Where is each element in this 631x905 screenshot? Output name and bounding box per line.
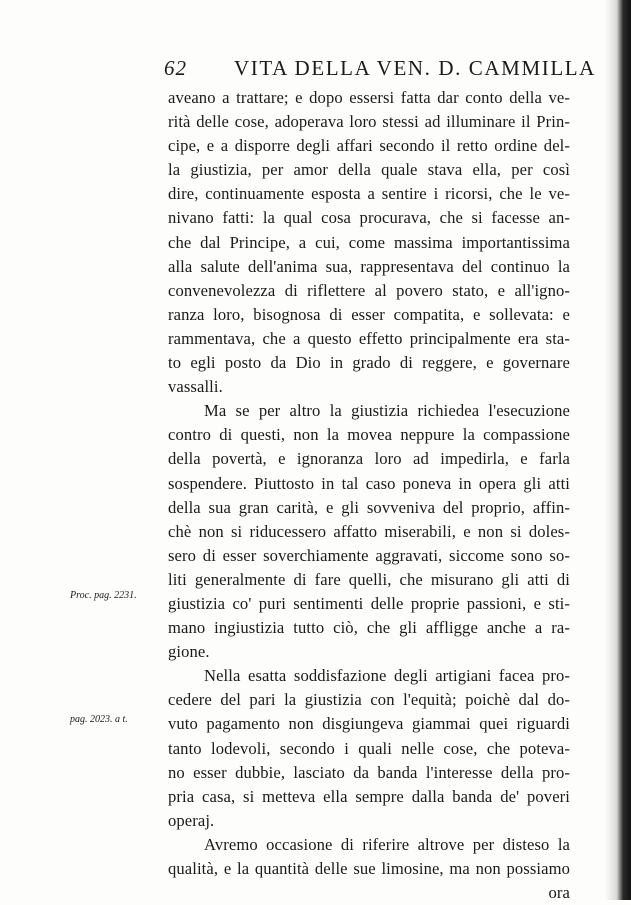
text-line: liti generalmente di fare quelli, che misurano gli atti di: [168, 569, 570, 589]
text-line: sospendere. Piuttosto in tal caso poneva in opera gli atti: [168, 473, 570, 493]
text-line: qualità, e la quantità delle sue limosine, ma non possiamo: [168, 859, 570, 878]
text-line: che dal Principe, a cui, come massima importantissima: [168, 232, 570, 252]
page-number: 62: [164, 56, 187, 80]
text-line: cedere del pari la giustizia con l'equità; poichè dal do-: [168, 690, 570, 710]
text-line: to egli posto da Dio in grado di reggere, e governare: [168, 353, 570, 373]
catchword: ora: [548, 883, 570, 903]
text-line: rammentava, che a questo effetto principalmente era sta-: [168, 328, 570, 348]
running-title: VITA DELLA VEN. D. CAMMILLA: [234, 56, 596, 80]
text-line: operaj.: [168, 810, 215, 830]
text-line: contro di questi, non la movea neppure la compassione: [168, 425, 570, 445]
text-line: tanto lodevoli, secondo i quali nelle cose, che poteva-: [168, 738, 570, 758]
text-line: rità delle cose, adoperava loro stessi ad illuminare il Prin-: [168, 112, 570, 132]
page-header: [164, 56, 596, 86]
text-line: sero di esser soverchiamente aggravati, siccome sono so-: [168, 545, 570, 565]
margin-note-reference: pag. 2023. a t.: [70, 714, 128, 725]
text-line: Ma se per altro la giustizia richiedea l'esecuzione: [204, 401, 570, 421]
text-line: chè non si riducessero affatto miserabili, e non si doles-: [168, 521, 570, 541]
text-line: ranza loro, bisognosa di esser compatita, e sollevata: e: [168, 304, 570, 324]
text-line: Nella esatta soddisfazione degli artigiani facea pro-: [204, 666, 570, 686]
text-line: no esser dubbie, lasciato da banda l'interesse della pro-: [168, 762, 570, 782]
text-line: dire, continuamente esposta a sentire i ricorsi, che le ve-: [168, 184, 570, 204]
text-line: nivano fatti: la qual cosa procurava, che si facesse an-: [168, 208, 570, 228]
text-line: mano ingiustizia tutto ciò, che gli affligge anche a ra-: [168, 618, 570, 638]
text-line: convenevolezza di riflettere al povero stato, e all'igno-: [168, 280, 570, 300]
text-line: giustizia co' puri sentimenti delle proprie passioni, e sti-: [168, 593, 570, 613]
margin-note-reference: Proc. pag. 2231.: [70, 590, 137, 601]
page-spine-shadow: [605, 0, 631, 900]
body-text: [168, 86, 570, 905]
text-line: gione.: [168, 642, 210, 662]
text-line: cipe, e a disporre degli affari secondo il retto ordine del-: [168, 136, 570, 156]
text-line: la giustizia, per amor della quale stava ella, per così: [168, 160, 570, 180]
text-line: pria casa, si metteva ella sempre dalla banda de' poveri: [168, 786, 570, 806]
text-line: della sua gran carità, e gli sovveniva del proprio, affin-: [168, 497, 570, 517]
text-line: Avremo occasione di riferire altrove per disteso la: [204, 834, 570, 854]
text-line: vuto pagamento non disgiungeva giammai quei riguardi: [168, 714, 570, 734]
text-line: vassalli.: [168, 377, 223, 397]
text-line: della povertà, e ignoranza loro ad impedirla, e farla: [168, 449, 570, 469]
text-line: aveano a trattare; e dopo essersi fatta dar conto della ve-: [168, 88, 570, 107]
text-line: alla salute dell'anima sua, rappresentava del continuo la: [168, 256, 570, 276]
